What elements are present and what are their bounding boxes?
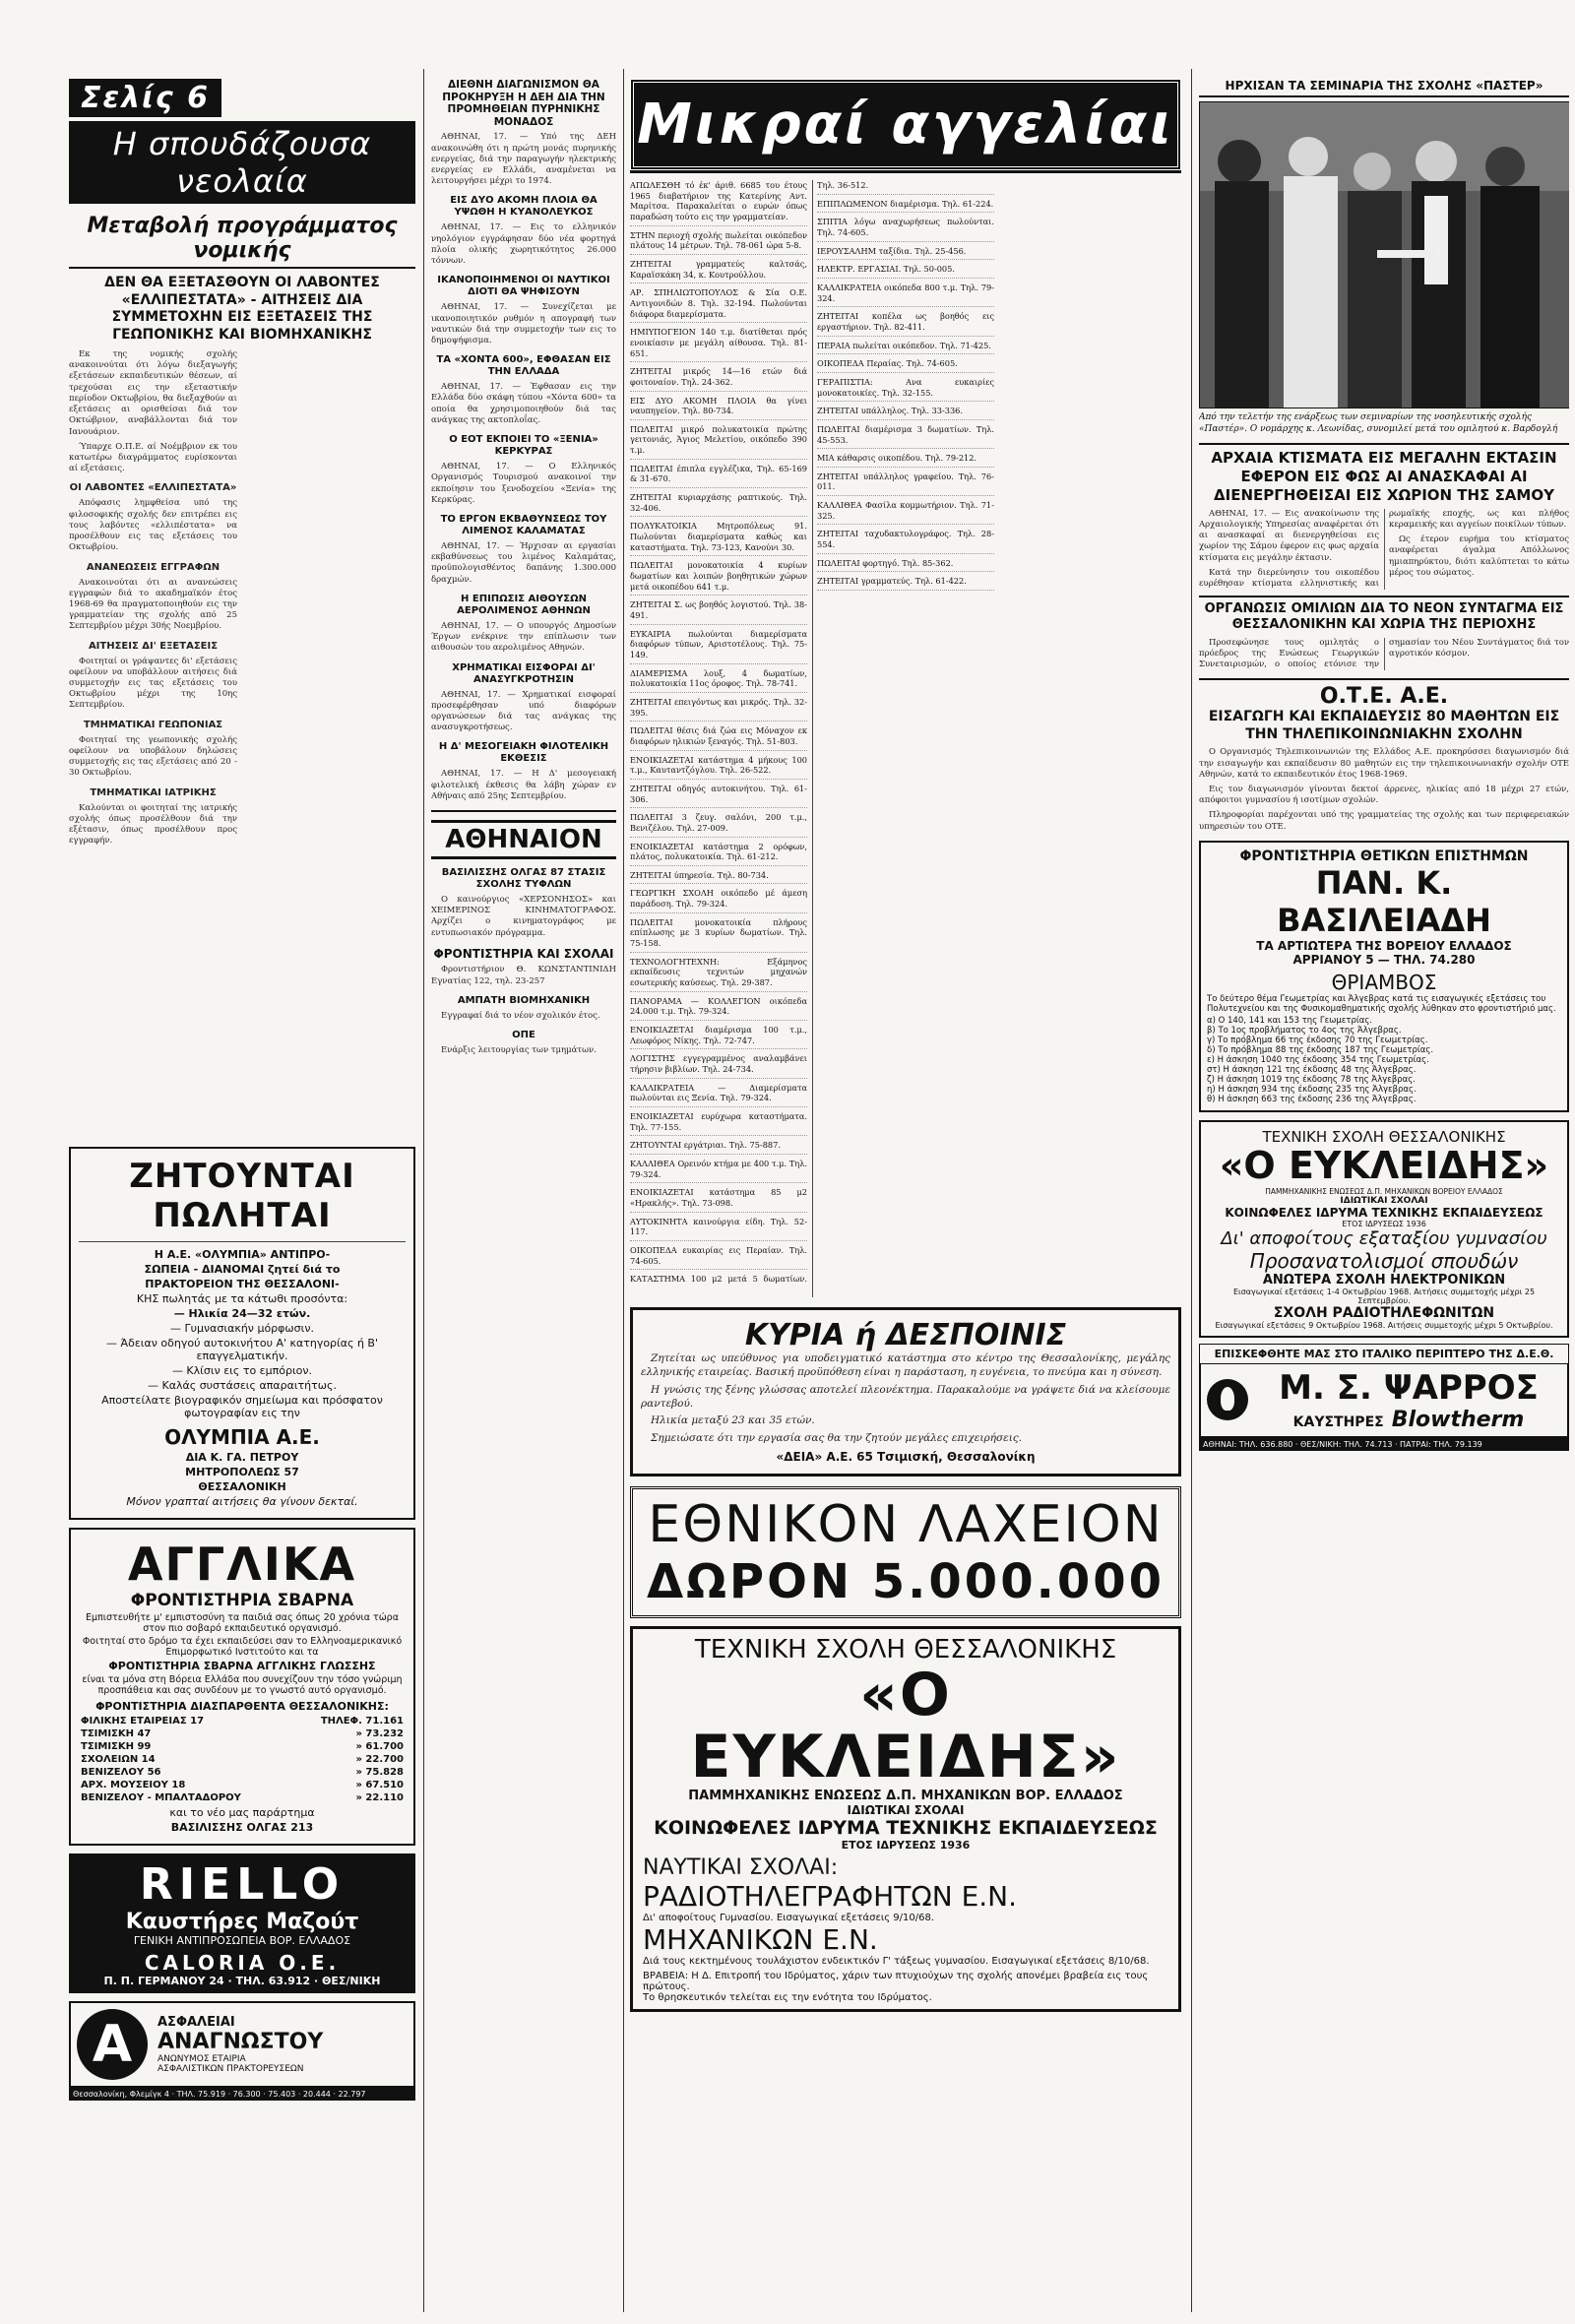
ad-section: ΡΑΔΙΟΤΗΛΕΓΡΑΦΗΤΩΝ Ε.Ν. — [643, 1880, 1018, 1914]
ad-line: Δι' αποφοίτους εξαταξίου γυμνασίου — [1221, 1227, 1547, 1249]
ad-line: ΓΕΝΙΚΗ ΑΝΤΙΠΡΟΣΩΠΕΙΑ ΒΟΡ. ΕΛΛΑΔΟΣ — [133, 1934, 351, 1947]
paragraph: Φοιτηταί της γεωπονικής σχολής οφείλουν να υποβάλουν δηλώσεις συμμετοχής εις τας εξετάσεις από 20 - 30 Οκτωβρίου. — [69, 734, 237, 779]
branch-name: ΒΕΝΙΖΕΛΟΥ - ΜΠΑΛΤΑΔΟΡΟΥ — [81, 1792, 241, 1803]
ad-line: Εμπιστευθήτε μ' εμπιστοσύνη τα παιδιά σας όπως 20 χρόνια τώρα στον πιο σοβαρό εκπαιδευτικό οργανισμό. — [86, 1612, 399, 1634]
classified-ad: ΑΡ. ΣΠΗΛΙΩΤΟΠΟΥΛΟΣ & Σία Ο.Ε. Αντιγονιδών 8. Τηλ. 32-194. Πωλούνται διάφορα διαμερίσματα. — [630, 287, 807, 323]
classified-ad: ΗΜΙΥΠΟΓΕΙΟΝ 140 τ.μ. διατίθεται πρός ενοικίασιν με μεγάλη αίθουσα. Τηλ. 81-651. — [630, 327, 807, 362]
classified-ad: ΣΤΗΝ περιοχή σχολής πωλείται οικόπεδον πλάτους 14 μέτρων. Τηλ. 78-061 ώρα 5-8. — [630, 230, 807, 255]
paragraph: ΑΘΗΝΑΙ, 17. — Έφθασαν εις την Ελλάδα δύο σκάφη τύπου «Χόντα 600» τα οποία θα χρησιμοποιηθούν διά τας ανάγκας της ακτοπλοΐας. — [431, 382, 616, 425]
subheading: ΤΜΗΜΑΤΙΚΑΙ ΓΕΩΠΟΝΙΑΣ — [83, 719, 223, 730]
ad-line: ΕΤΟΣ ΙΔΡΥΣΕΩΣ 1936 — [841, 1839, 971, 1853]
ad-line: ΘΕΣΣΑΛΟΝΙΚΗ — [198, 1480, 286, 1493]
ad-insurance — [69, 2001, 415, 2088]
ad-product-brand: Blowtherm — [1391, 1407, 1525, 1432]
paragraph: ΑΘΗΝΑΙ, 17. — Εις ανακοίνωσιν της Αρχαιολογικής Υπηρεσίας αναφέρεται ότι αι ανασκαφαί αι διενεργηθείσαι εις χωρίον της Σάμου έφερον εις φως αρχαία κτίσματα εις μεγάλην έκτασιν. — [1199, 508, 1379, 563]
subheading: ΟΙ ΛΑΒΟΝΤΕΣ «ΕΛΛΙΠΕΣΤΑΤΑ» — [69, 482, 237, 494]
column-rule — [1191, 69, 1192, 2312]
result-item: δ) Το πρόβλημα 88 της έκδοσης 187 της Γεωμετρίας. — [1207, 1044, 1434, 1055]
paragraph: Ο Οργανισμός Τηλεπικοινωνιών της Ελλάδος Α.Ε. προκηρύσσει διαγωνισμόν διά την εισαγωγήν και εκπαίδευσιν 80 μαθητών εις την τηλεπικοινωνιακήν σχολήν ΟΤΕ Αθηνών, κατά το εκπαιδευτικόν έτος 1968-1969. — [1199, 747, 1569, 780]
ad-line: Προσανατολισμοί σπουδών — [1249, 1248, 1519, 1273]
ad-national-lottery — [630, 1486, 1181, 1618]
ad-brand: Μ. Σ. ΨΑΡΡΟΣ — [1279, 1367, 1539, 1408]
ad-line: Εισαγωγικαί εξετάσεις 9 Οκτωβρίου 1968. Αιτήσεις συμμετοχής μέχρι 5 Οκτωβρίου. — [1215, 1320, 1553, 1330]
brief-headline: ΦΡΟΝΤΙΣΤΗΡΙΑ ΚΑΙ ΣΧΟΛΑΙ — [433, 946, 614, 961]
ad-brand: ΠΑΝ. Κ. ΒΑΣΙΛΕΙΑΔΗ — [1277, 863, 1491, 939]
paragraph: Φροντιστήριον Θ. ΚΩΝΣΤΑΝΤΙΝΙΔΗ Εγνατίας 122, τηλ. 23-257 — [431, 965, 616, 986]
classified-ad: ΚΑΛΛΙΚΡΑΤΕΙΑ — Διαμερίσματα πωλούνται εις Ξενία. Τηλ. 79-324. — [630, 1083, 807, 1107]
insurance-logo-icon: Α — [77, 2009, 148, 2080]
subheading: ΑΝΑΝΕΩΣΕΙΣ ΕΓΓΡΑΦΩΝ — [86, 561, 220, 573]
classified-ad: ΟΙΚΟΠΕΔΑ Περαίας. Τηλ. 74-605. — [817, 358, 994, 373]
ad-lady-wanted — [630, 1307, 1181, 1476]
classified-ad: ΚΑΛΛΙΘΕΑ Ορεινόν κτήμα με 400 τ.μ. Τηλ. 79-324. — [630, 1159, 807, 1183]
lottery-prize: ΔΩΡΟΝ 5.000.000 — [646, 1554, 1166, 1610]
classified-ad: ΖΗΤΕΙΤΑΙ ταχυδακτυλογράφος. Τηλ. 28-554. — [817, 529, 994, 553]
article-body — [69, 349, 415, 1137]
branch-phone: » 22.700 — [355, 1754, 404, 1765]
ad-brand: ΑΝΑΓΝΩΣΤΟΥ — [158, 2030, 324, 2054]
classified-ad: ΚΑΤΑΣΤΗΜΑ 100 μ2 μετά 5 δωματίων. Τηλ. 36-512. — [630, 180, 994, 1297]
classified-ad: ΖΗΤΕΙΤΑΙ ύπηρεσία. Τηλ. 80-734. — [630, 870, 807, 885]
classified-ad: ΙΕΡΟΥΣΑΛΗΜ ταξίδια. Τηλ. 25-456. — [817, 246, 994, 261]
ad-line: — Γυμνασιακήν μόρφωσιν. — [170, 1322, 314, 1335]
ad-technical-school — [630, 1626, 1181, 2012]
ad-riello — [69, 1853, 415, 1993]
brief-headline: ΙΚΑΝΟΠΟΙΗΜΕΝΟΙ ΟΙ ΝΑΥΤΙΚΟΙ ΔΙΟΤΙ ΘΑ ΨΗΦΙΣΟΥΝ — [437, 275, 610, 298]
cinema-subtitle: ΒΑΣΙΛΙΣΣΗΣ ΟΛΓΑΣ 87 ΣΤΑΣΙΣ ΣΧΟΛΗΣ ΤΥΦΛΩΝ — [441, 867, 606, 891]
column-news-briefs — [431, 79, 616, 2312]
classified-ad: ΔΙΑΜΕΡΙΣΜΑ λουξ, 4 δωματίων, πολυκατοικία 11ος όροφος. Τηλ. 78-741. — [630, 668, 807, 693]
classified-ad: ΖΗΤΕΙΤΑΙ κυριαρχάσης ραπτικούς. Τηλ. 32-406. — [630, 492, 807, 517]
classified-ad: ΕΝΟΙΚΙΑΖΕΤΑΙ κατάστημα 2 ορόφων, πλάτος, πολυκατοικία. Τηλ. 61-212. — [630, 842, 807, 866]
brief-headline: ΟΠΕ — [512, 1029, 536, 1040]
column-rule — [623, 69, 624, 2312]
classified-ad: ΠΕΡΑΙΑ πωλείται οικόπεδον. Τηλ. 71-425. — [817, 341, 994, 355]
ad-line: Φοιτηταί στο δρόμο τα έχει εκπαιδεύσει σαν το Ελληνοαμερικανικό Επιμορφωτικό Ινστιτούτο και τα — [82, 1636, 403, 1658]
branch-phone: » 61.700 — [355, 1741, 404, 1752]
column-right — [1199, 79, 1569, 2312]
classified-ad: ΑΥΤΟΚΙΝΗΤΑ καινούργια είδη. Τηλ. 52-117. — [630, 1217, 807, 1241]
classified-ads-list — [630, 180, 1181, 1297]
ad-line: και το νέο μας παράρτημα — [169, 1806, 315, 1819]
subheadline: ΕΙΣΑΓΩΓΗ ΚΑΙ ΕΚΠΑΙΔΕΥΣΙΣ 80 ΜΑΘΗΤΩΝ ΕΙΣ ΤΗΝ ΤΗΛΕΠΙΚΟΙΝΩΝΙΑΚΗΝ ΣΧΟΛΗΝ — [1208, 709, 1560, 742]
classified-ad: ΛΟΓΙΣΤΗΣ εγγεγραμμένος αναλαμβάνει τήρησιν βιβλίων. Τηλ. 24-734. — [630, 1053, 807, 1078]
classified-ad: ΠΑΝΟΡΑΜΑ — ΚΟΛΛΕΓΙΟΝ οικόπεδα 24.000 τ.μ. Τηλ. 79-324. — [630, 996, 807, 1021]
branch-row — [79, 1715, 406, 1727]
branch-name: ΒΕΝΙΖΕΛΟΥ 56 — [81, 1767, 161, 1778]
page-label: Σελίς 6 — [69, 79, 221, 117]
ad-footer: «ΔΕΙΑ» Α.Ε. 65 Τσιμισκή, Θεσσαλονίκη — [776, 1450, 1036, 1465]
ad-line: — Καλάς συστάσεις απαραιτήτως. — [148, 1379, 337, 1392]
ad-line: — Κλίσιν εις το εμπόριον. — [171, 1364, 313, 1377]
ad-line: ΔΙΑ Κ. ΓΑ. ΠΕΤΡΟΥ — [185, 1451, 299, 1464]
classified-ad: ΠΩΛΕΙΤΑΙ μονοκατοικία 4 κυρίων δωματίων και λοιπών βοηθητικών χώρων μετά οικοπέδου 641 τ.μ. — [630, 560, 807, 596]
classified-ad: ΓΕΩΡΓΙΚΗ ΣΧΟΛΗ οικόπεδο μέ άμεση παράδοση. Τηλ. 79-324. — [630, 888, 807, 912]
flame-icon — [1207, 1379, 1248, 1420]
ad-line: ΚΟΙΝΩΦΕΛΕΣ ΙΔΡΥΜΑ ΤΕΧΝΙΚΗΣ ΕΚΠΑΙΔΕΥΣΕΩΣ — [1225, 1205, 1544, 1220]
classified-ad: ΕΥΚΑΙΡΙΑ πωλούνται διαμερίσματα διαφόρων τύπων, Αριστοτέλους. Τηλ. 75-149. — [630, 629, 807, 664]
subheading: ΤΜΗΜΑΤΙΚΑΙ ΙΑΤΡΙΚΗΣ — [90, 786, 217, 798]
branch-row — [79, 1791, 406, 1804]
headline: ΑΡΧΑΙΑ ΚΤΙΣΜΑΤΑ ΕΙΣ ΜΕΓΑΛΗΝ ΕΚΤΑΣΙΝ ΕΦΕΡΟΝ ΕΙΣ ΦΩΣ ΑΙ ΑΝΑΣΚΑΦΑΙ ΑΙ ΔΙΕΝΕΡΓΗΘΕΙΣΑΙ ΕΙΣ ΧΩΡΙΟΝ ΤΗΣ ΣΑΜΟΥ — [1199, 443, 1569, 504]
paragraph: Ανακοινούται ότι αι ανανεώσεις εγγραφών διά το ακαδημαϊκόν έτος 1968-69 θα πραγματοποιηθούν εις την γραμματείαν της σχολής από 25 Σεπτεμβρίου μέχρι 30ής Νοεμβρίου. — [69, 577, 237, 632]
paragraph: Σημειώσατε ότι την εργασία σας θα την ζητούν μεγάλες επιχειρήσεις. — [651, 1432, 1023, 1445]
classified-ad: ΕΝΟΙΚΙΑΖΕΤΑΙ ευρύχωρα καταστήματα. Τηλ. 77-155. — [630, 1111, 807, 1136]
classified-ad: ΕΠΙΠΛΩΜΕΝΟΝ διαμέρισμα. Τηλ. 61-224. — [817, 199, 994, 214]
paragraph: Απόφασις λημφθείσα υπό της φιλοσοφικής σχολής δεν επιτρέπει εις τους λαβόντες «ελλιπέστατα» να προσέλθουν εις τας εξετάσεις του Οκτωβρίου. — [69, 498, 237, 553]
photo-headline: ΗΡΧΙΣΑΝ ΤΑ ΣΕΜΙΝΑΡΙΑ ΤΗΣ ΣΧΟΛΗΣ «ΠΑΣΤΕΡ» — [1199, 79, 1569, 97]
lottery-title: ΕΘΝΙΚΟΝ ΛΑΧΕΙΟΝ — [648, 1495, 1164, 1555]
ad-title: ΚΥΡΙΑ ή ΔΕΣΠΟΙΝΙΣ — [744, 1318, 1067, 1352]
ad-section: ΝΑΥΤΙΚΑΙ ΣΧΟΛΑΙ: — [643, 1855, 839, 1881]
ad-line: ΣΧΟΛΗ ΡΑΔΙΟΤΗΛΕΦΩΝΙΤΩΝ — [1273, 1304, 1495, 1321]
classified-ad: ΠΩΛΕΙΤΑΙ μικρό πολυκατοικία πρώτης γειτονιάς, Άγιος Μελετίου, οικόπεδο 390 τ.μ. — [630, 424, 807, 460]
branch-name: ΑΡΧ. ΜΟΥΣΕΙΟΥ 18 — [81, 1780, 186, 1790]
classified-ad: ΠΩΛΕΙΤΑΙ θέσις διά ζώα εις Μόναχον εκ διαφόρων ηλικιών ξεναγός. Τηλ. 51-803. — [630, 725, 807, 750]
branch-phone: » 73.232 — [355, 1728, 404, 1739]
paragraph: Ως έτερον ευρήμα του κτίσματος αναφέρεται άγαλμα Απόλλωνος ημιαπηρύκτου, διότι καλύπτεται το κάτω μέρος του σώματος. — [1389, 534, 1569, 578]
headline: Μεταβολή προγράμματος νομικής — [69, 214, 415, 269]
paragraph: ΑΘΗΝΑΙ, 17. — Υπό της ΔΕΗ ανακοινώθη ότι η πρώτη μονάς πυρηνικής ενεργείας, διά την παραγωγήν ηλεκτρικής ενεργείας εν Ελλάδι, αναμένεται να λειτουργήσει μέχρι το 1974. — [431, 132, 616, 187]
ad-line: ΑΡΡΙΑΝΟΥ 5 — ΤΗΛ. 74.280 — [1292, 952, 1476, 967]
ad-footer: ΑΘΗΝΑΙ: ΤΗΛ. 636.880 · ΘΕΣ/ΝΙΚΗ: ΤΗΛ. 74.713 · ΠΑΤΡΑΙ: ΤΗΛ. 79.139 — [1199, 1438, 1569, 1451]
branch-phone: » 67.510 — [355, 1780, 404, 1790]
classified-ad: ΠΩΛΕΙΤΑΙ φορτηγό. Τηλ. 85-362. — [817, 558, 994, 573]
school-pre: ΤΕΧΝΙΚΗ ΣΧΟΛΗ ΘΕΣΣΑΛΟΝΙΚΗΣ — [694, 1635, 1117, 1665]
classified-ad: ΠΩΛΕΙΤΑΙ μονοκατοικία πλήρους επίπλωσης με 3 κυρίων δωματίων. Τηλ. 75-158. — [630, 917, 807, 953]
branch-phone: » 22.110 — [355, 1792, 404, 1803]
classified-ad: ΖΗΤΟΥΝΤΑΙ εργάτριαι. Τηλ. 75-887. — [630, 1140, 807, 1155]
paragraph: ΑΘΗΝΑΙ, 17. — Ο υπουργός Δημοσίων Έργων ενέκρινε την επίπλωσιν των αιθουσών του αερολιμένος Αθηνών. — [431, 620, 616, 654]
classified-ad: ΟΙΚΟΠΕΔΑ ευκαιρίας εις Περαίαν. Τηλ. 74-605. — [630, 1245, 807, 1270]
ad-line: ΒΡΑΒΕΙΑ: Η Δ. Επιτροπή του Ιδρύματος, χάριν των πτυχιούχων της σχολής απονέμει βραβεία εις τους πρώτους. — [643, 1971, 1149, 1993]
result-item: ζ) Η άσκηση 1019 της έκδοσης 78 της Άλγεβρας. — [1207, 1074, 1416, 1085]
paragraph: Προσεφώνησε τους ομιλητάς ο πρόεδρος της Ενώσεως Γεωργικών Συνεταιρισμών, ο οποίος ετόνισε την σημασίαν του Νέου Συντάγματος διά τον αγροτικόν κόσμον. — [1199, 637, 1569, 670]
ad-line: ΦΡΟΝΤΙΣΤΗΡΙΑ ΔΙΑΣΠΑΡΘΕΝΤΑ ΘΕΣΣΑΛΟΝΙΚΗΣ: — [95, 1700, 389, 1713]
paragraph: ΑΘΗΝΑΙ, 17. — Ήρχισαν αι εργασίαι εκβαθύνσεως του λιμένος Καλαμάτας, προϋπολογισθέντος δαπάνης 1.300.000 δραχμών. — [431, 540, 616, 585]
paragraph: Εις τον διαγωνισμόν γίνονται δεκτοί άρρενες, ηλικίας από 18 μέχρι 27 ετών, απόφοιτοι γυμνασίου ή ισοτίμων σχολών. — [1199, 784, 1569, 806]
school-name: «Ο ΕΥΚΛΕΙΔΗΣ» — [1219, 1143, 1549, 1187]
classified-ad: ΕΝΟΙΚΙΑΖΕΤΑΙ κατάστημα 85 μ2 «Ηρακλής». Τηλ. 73-098. — [630, 1187, 807, 1212]
branch-name: ΤΣΙΜΙΣΚΗ 99 — [81, 1741, 152, 1752]
paragraph: Ο καινούργιος «ΧΕΡΣΟΝΗΣΟΣ» και ΧΕΙΜΕΡΙΝΟΣ ΚΙΝΗΜΑΤΟΓΡΑΦΟΣ. Αρχίζει ο κινηματογράφος με εντυπωσιακόν πρόγραμμα. — [431, 895, 616, 938]
classified-ad: ΠΩΛΕΙΤΑΙ 3 ζευγ. σαλόνι, 200 τ.μ., Βενιζέλου. Τηλ. 27-009. — [630, 812, 807, 837]
classified-ad: ΠΩΛΕΙΤΑΙ διαμέρισμα 3 δωματίων. Τηλ. 45-553. — [817, 424, 994, 449]
ad-line: — Άδειαν οδηγού αυτοκινήτου Α' κατηγορίας ή Β' επαγγελματικήν. — [106, 1337, 378, 1362]
ad-line: Το θρησκευτικόν τελείται εις την ενότητα του Ιδρύματος. — [643, 1992, 932, 2004]
ad-line: ΦΡΟΝΤΙΣΤΗΡΙΑ ΣΒΑΡΝΑ ΑΓΓΛΙΚΗΣ ΓΛΩΣΣΗΣ — [108, 1660, 376, 1672]
paragraph: Πληροφορίαι παρέχονται υπό της γραμματείας της σχολής και των περιφερειακών υπηρεσιών του ΟΤΕ. — [1199, 810, 1569, 832]
paragraph: Ύπαρχε Ο.Π.Ε. αί Νοέμβριον εκ του κατωτέρω διαγράμματος ευρίσκονται αί εξετάσεις. — [69, 441, 237, 474]
paragraph: ΑΘΗΝΑΙ, 17. — Συνεχίζεται με ικανοποιητικόν ρυθμόν η απογραφή των ναυτικών διά την συμμετοχήν των εις το δημοψήφισμα. — [431, 302, 616, 345]
ad-line: ΑΝΩΝΥΜΟΣ ΕΤΑΙΡΙΑ — [158, 2054, 246, 2064]
branch-name: ΤΣΙΜΙΣΚΗ 47 — [81, 1728, 152, 1739]
brief-headline: Η Δ' ΜΕΣΟΓΕΙΑΚΗ ΦΙΛΟΤΕΛΙΚΗ ΕΚΘΕΣΙΣ — [438, 741, 609, 765]
branch-name: ΣΧΟΛΕΙΩΝ 14 — [81, 1754, 156, 1765]
paragraph: Ηλικία μεταξύ 23 και 35 ετών. — [651, 1414, 815, 1427]
ad-line: ΒΑΣΙΛΙΣΣΗΣ ΟΛΓΑΣ 213 — [170, 1821, 314, 1834]
paragraph: Εγγραφαί διά το νέον σχολικόν έτος. — [441, 1010, 600, 1021]
paragraph: ΑΘΗΝΑΙ, 17. — Η Δ' μεσογειακή φιλοτελική έκθεσις θα λάβη χώραν εν Αθήναις από 25ης Σεπτεμβρίου. — [431, 769, 616, 801]
ad-line: — Ηλικία 24—32 ετών. — [173, 1307, 311, 1320]
classified-ad: ΖΗΤΕΙΤΑΙ γραμματεύς. Τηλ. 61-422. — [817, 576, 994, 591]
subheading: ΑΙΤΗΣΕΙΣ ΔΙ' ΕΞΕΤΑΣΕΙΣ — [88, 640, 219, 652]
news-photo — [1199, 101, 1569, 408]
ad-line: είναι τα μόνα στη Βόρεια Ελλάδα που συνεχίζουν την τόσο γνώριμη προσπάθεια και σας συνδέουν με το γνωστό αυτό οργανισμό. — [82, 1674, 403, 1696]
ad-line: Αποστείλατε βιογραφικόν σημείωμα και πρόσφατον φωτογραφίαν εις την — [101, 1394, 383, 1419]
ad-title: ΑΓΓΛΙΚΑ — [127, 1538, 357, 1591]
ad-line: ΙΔΙΩΤΙΚΑΙ ΣΧΟΛΑΙ — [847, 1803, 965, 1818]
branch-phone: » 75.828 — [355, 1767, 404, 1778]
ad-line: ΠΑΜΜΗΧΑΝΙΚΗΣ ΕΝΩΣΕΩΣ Δ.Π. ΜΗΧΑΝΙΚΩΝ ΒΟΡ. ΕΛΛΑΔΟΣ — [688, 1789, 1123, 1804]
classified-ad: ΣΠΙΤΙΑ λόγω αναχωρήσεως πωλούνται. Τηλ. 74-605. — [817, 217, 994, 241]
paragraph: Ζητείται ως υπεύθυνος για υποδειγματικό κατάστημα στο κέντρο της Θεσσαλονίκης, μεγάλης ελληνικής εταιρείας. Βασική προϋπόθεση είναι η παράσταση, η ευγένεια, το πνεύμα και η σύνεση. — [641, 1352, 1170, 1378]
ad-line: ΚΗΣ πωλητάς με τα κάτωθι προσόντα: — [136, 1292, 348, 1305]
ad-product: Καυστήρες Μαζούτ — [125, 1910, 359, 1934]
classified-ad: ΖΗΤΕΙΤΑΙ μικρός 14—16 ετών διά φοιτοναίον. Τηλ. 24-362. — [630, 366, 807, 391]
classified-ad: ΗΛΕΚΤΡ. ΕΡΓΑΣΙΑΙ. Τηλ. 50-005. — [817, 264, 994, 279]
ad-technical-school-right — [1199, 1120, 1569, 1338]
ad-line: Εισαγωγικαί εξετάσεις 1-4 Οκτωβρίου 1968. Αιτήσεις συμμετοχής μέχρι 25 Σεπτεμβρίου. — [1232, 1287, 1536, 1305]
school-pre: ΤΕΧΝΙΚΗ ΣΧΟΛΗ ΘΕΣΣΑΛΟΝΙΚΗΣ — [1262, 1127, 1506, 1146]
result-item: ε) Η άσκηση 1040 της έκδοσης 354 της Γεωμετρίας. — [1207, 1054, 1429, 1065]
brief-headline: ΑΜΠΑΤΗ ΒΙΟΜΗΧΑΝΙΚΗ — [457, 994, 591, 1006]
ad-line: ΑΣΦΑΛΙΣΤΙΚΩΝ ΠΡΑΚΤΟΡΕΥΣΕΩΝ — [158, 2064, 304, 2074]
ad-subtitle: ΦΡΟΝΤΙΣΤΗΡΙΑ ΣΒΑΡΝΑ — [130, 1591, 354, 1610]
classified-ad: ΖΗΤΕΙΤΑΙ γραμματεύς καλτσάς, Καραϊσκάκη 34, κ. Κουτρούλλου. — [630, 259, 807, 283]
branch-phone: ΤΗΛΕΦ. 71.161 — [320, 1716, 404, 1727]
cinema-title: ΑΘΗΝΑΙΟΝ — [431, 820, 616, 859]
classified-ad: ΓΕΡΑΠΙΣΤΙΑ: Ανα ευκαιρίες μονοκατοικίες. Τηλ. 32-155. — [817, 377, 994, 402]
result-item: β) Το 1ος προβλήματος το 4ος της Άλγεβρας. — [1207, 1025, 1402, 1036]
branch-row — [79, 1753, 406, 1766]
brief-headline: ΧΡΗΜΑΤΙΚΑΙ ΕΙΣΦΟΡΑΙ ΔΙ' ΑΝΑΣΥΓΚΡΟΤΗΣΙΝ — [452, 661, 596, 685]
classified-ad: ΕΝΟΙΚΙΑΖΕΤΑΙ κατάστημα 4 μήκους 100 τ.μ., Καυταντζόγλου. Τηλ. 26-522. — [630, 755, 807, 780]
paragraph: Η γνώσις της ξένης γλώσσας αποτελεί πλεονέκτημα. Παρακαλούμε να γράψετε διά να κλείσουμε ραντεβού. — [641, 1383, 1170, 1410]
brief-headline: ΔΙΕΘΝΗ ΔΙΑΓΩΝΙΣΜΟΝ ΘΑ ΠΡΟΚΗΡΥΞΗ Η ΔΕΗ ΔΙΑ ΤΗΝ ΠΡΟΜΗΘΕΙΑΝ ΠΥΡΗΝΙΚΗΣ ΜΟΝΑΔΟΣ — [442, 79, 605, 128]
branches-table — [79, 1715, 406, 1804]
ad-product: ΚΑΥΣΤΗΡΕΣ — [1292, 1413, 1384, 1430]
result-item: γ) Το πρόβλημα 66 της έκδοσης 70 της Γεωμετρίας. — [1207, 1035, 1428, 1045]
ad-english-lessons — [69, 1528, 415, 1846]
ad-line: Διά τους κεκτημένους τουλάχιστον ενδεικτικόν Γ' τάξεως γυμνασίου. Εισαγωγικαί εξετάσεις 8/10/68. — [643, 1956, 1150, 1968]
classified-ad: ΠΩΛΕΙΤΑΙ έπιπλα εγγλέζικα, Τηλ. 65-169 & 31-670. — [630, 464, 807, 488]
branch-name: ΦΙΛΙΚΗΣ ΕΤΑΙΡΕΙΑΣ 17 — [81, 1716, 205, 1727]
ad-vasileiadi — [1199, 841, 1569, 1112]
ad-title: ΖΗΤΟΥΝΤΑΙ ΠΩΛΗΤΑΙ — [129, 1157, 355, 1235]
classified-ad: ΠΟΛΥΚΑΤΟΙΚΙΑ Μητροπόλεως 91. Πωλούνται διαμερίσματα καθώς και καταστήματα. Τηλ. 73-123, Κανούνι 30. — [630, 521, 807, 556]
ad-line: ΑΝΩΤΕΡΑ ΣΧΟΛΗ ΗΛΕΚΤΡΟΝΙΚΩΝ — [1262, 1272, 1506, 1288]
ad-line: ΤΑ ΑΡΤΙΩΤΕΡΑ ΤΗΣ ΒΟΡΕΙΟΥ ΕΛΛΑΔΟΣ — [1256, 938, 1512, 953]
ad-line: ΠΑΜΜΗΧΑΝΙΚΗΣ ΕΝΩΣΕΩΣ Δ.Π. ΜΗΧΑΝΙΚΩΝ ΒΟΡΕΙΟΥ ΕΛΛΑΔΟΣ — [1265, 1186, 1503, 1196]
results-list — [1207, 1016, 1561, 1104]
paragraph: Καλούνται οι φοιτηταί της ιατρικής σχολής όπως προσέλθουν διά την εξέτασιν, όπως προσέλθουν προς εγγραφήν. — [69, 802, 237, 847]
result-item: α) Ο 140, 141 και 153 της Γεωμετρίας. — [1207, 1015, 1373, 1026]
classified-ad: ΖΗΤΕΙΤΑΙ οδηγός αυτοκινήτου. Τηλ. 61-306. — [630, 784, 807, 808]
brief-headline: ΤΑ «ΧΟΝΤΑ 600», ΕΦΘΑΣΑΝ ΕΙΣ ΤΗΝ ΕΛΛΑΔΑ — [436, 354, 611, 378]
classifieds-title: Μικραί αγγελίαι — [630, 79, 1181, 170]
section-title: Η σπουδάζουσα νεολαία — [69, 121, 415, 204]
ad-line: Το δεύτερο θέμα Γεωμετρίας και Άλγεβρας κατά τις εισαγωγικές εξετάσεις του Πολυτεχνείου και της Φυσικομαθηματικής σχολής λύθηκαν στο φροντιστήριό μας. — [1207, 993, 1556, 1014]
result-item: στ) Η άσκηση 121 της έκδοσης 48 της Άλγεβρας. — [1207, 1064, 1417, 1075]
paragraph: ΑΘΗΝΑΙ, 17. — Ο Ελληνικός Οργανισμός Τουρισμού ανακοινοί την εκποίησιν του ξενοδοχείου «Ξενία» της Κερκύρας. — [431, 462, 616, 505]
classified-ad: ΖΗΤΕΙΤΑΙ υπάλληλος. Τηλ. 33-336. — [817, 406, 994, 420]
result-item: θ) Η άσκηση 663 της έκδοσης 236 της Άλγεβρας. — [1207, 1094, 1417, 1104]
branch-row — [79, 1727, 406, 1740]
classified-ad: ΜΙΑ κάθαρσις οικοπέδου. Τηλ. 79-212. — [817, 453, 994, 468]
ad-line: ΚΟΙΝΩΦΕΛΕΣ ΙΔΡΥΜΑ ΤΕΧΝΙΚΗΣ ΕΚΠΑΙΔΕΥΣΕΩΣ — [654, 1817, 1158, 1840]
paragraph: Κατά την διερεύνησιν του οικοπέδου ευρέθησαν κτίσματα ελληνιστικής και ρωμαϊκής εποχής, ως και πλήθος κεραμεικής και αγγείων ποικίλων τύπων. — [1199, 508, 1569, 589]
classified-ad: ΕΝΟΙΚΙΑΖΕΤΑΙ διαμέρισμα 100 τ.μ., Λεωφόρος Νίκης. Τηλ. 72-747. — [630, 1025, 807, 1049]
ad-psarros — [1199, 1364, 1569, 1438]
ad-banner: ΕΠΙΣΚΕΦΘΗΤΕ ΜΑΣ ΣΤΟ ΙΤΑΛΙΚΟ ΠΕΡΙΠΤΕΡΟ ΤΗΣ Δ.Ε.Θ. — [1199, 1344, 1569, 1364]
ad-sellers-wanted — [69, 1147, 415, 1520]
classified-ad: ΚΑΛΛΙΚΡΑΤΕΙΑ οικόπεδα 800 τ.μ. Τηλ. 79-324. — [817, 283, 994, 307]
ad-brand: RIELLO — [139, 1859, 346, 1910]
paragraph: ΑΘΗΝΑΙ, 17. — Εις το ελληνικόν νηολόγιον εγγράφησαν δύο νέα φορτηγά πλοία ολικής χωρητικότητος 26.000 τόννων. — [431, 222, 616, 267]
ad-line: ΠΡΑΚΤΟΡΕΙΟΝ ΤΗΣ ΘΕΣΣΑΛΟΝΙ- — [145, 1278, 340, 1290]
classified-ad: ΖΗΤΕΙΤΑΙ υπάλληλος γραφείου. Τηλ. 76-011. — [817, 471, 994, 496]
classified-ad: ΕΙΣ ΔΥΟ ΑΚΟΜΗ ΠΛΟΙΑ θα γίνει ναυπηγείον. Τηλ. 80-734. — [630, 396, 807, 420]
brief-headline: ΕΙΣ ΔΥΟ ΑΚΟΜΗ ΠΛΟΙΑ ΘΑ ΥΨΩΘΗ Η ΚΥΑΝΟΛΕΥΚΟΣ — [450, 195, 598, 219]
photo-caption: Από την τελετήν της ενάρξεως των σεμιναρίων της νοσηλευτικής σχολής «Παστέρ». Ο νομάρχης κ. Λεωνίδας, συνομιλεί μετά του ομιλητού κ. Βαρδογλή — [1199, 412, 1558, 434]
paragraph: ΑΘΗΝΑΙ, 17. — Χρηματικαί εισφοραί προσεφέρθησαν υπό διαφόρων οργανώσεων διά τας ανάγκας της ανασυγκροτήσεως. — [431, 689, 616, 733]
ad-line: ΑΣΦΑΛΕΙΑΙ — [158, 2015, 235, 2030]
ad-footer: Θεσσαλονίκη, Φλεμίγκ 4 · ΤΗΛ. 75.919 · 76.300 · 75.403 · 20.444 · 22.797 — [69, 2088, 415, 2101]
classified-ad: ΖΗΤΕΙΤΑΙ επειγόντως και μικρός. Τηλ. 32-395. — [630, 697, 807, 722]
brief-headline: ΤΟ ΕΡΓΟΝ ΕΚΒΑΘΥΝΣΕΩΣ ΤΟΥ ΛΙΜΕΝΟΣ ΚΑΛΑΜΑΤΑΣ — [440, 513, 607, 536]
paragraph: Εκ της νομικής σχολής ανακοινούται ότι λόγω διεξαγωγής εξετάσεων εκπαιδευτικών θέσεων, αί τρεχούσαι εις την εξεταστικήν περίοδον Οκτωβρίου, θα διεξαχθούν αι εξετάσεις αι ορισθείσαι διά τον Οκτώβριον, αναβάλλονται διά τον Ιανουάριον. — [69, 349, 237, 437]
column-rule — [423, 69, 424, 2312]
headline: Ο.Τ.Ε. Α.Ε. — [1199, 678, 1569, 709]
paragraph: Φοιτηταί οι γράψαντες δι' εξετάσεις οφείλουν να υποβάλλουν αιτήσεις διά συμμετοχήν εις τας εξετάσεις του Οκτωβρίου μέχρι της 10ης Σεπτεμβρίου. — [69, 656, 237, 711]
ad-line: Π. Π. ΓΕΡΜΑΝΟΥ 24 · ΤΗΛ. 63.912 · ΘΕΣ/ΝΙΚΗ — [103, 1975, 381, 1987]
ad-section: ΜΗΧΑΝΙΚΩΝ Ε.Ν. — [643, 1923, 878, 1957]
ad-line: Μόνον γραπταί αιτήσεις θα γίνουν δεκταί. — [126, 1495, 358, 1508]
branch-row — [79, 1740, 406, 1753]
branch-row — [79, 1779, 406, 1791]
classified-ad: ΖΗΤΕΙΤΑΙ κοπέλα ως βοηθός εις εργαστήριον. Τηλ. 82-411. — [817, 311, 994, 336]
ad-company: CALORIA Ο.Ε. — [144, 1951, 341, 1975]
headline: ΟΡΓΑΝΩΣΙΣ ΟΜΙΛΙΩΝ ΔΙΑ ΤΟ ΝΕΟΝ ΣΥΝΤΑΓΜΑ ΕΙΣ ΘΕΣΣΑΛΟΝΙΚΗΝ ΚΑΙ ΧΩΡΙΑ ΤΗΣ ΠΕΡΙΟΧΗΣ — [1199, 596, 1569, 634]
brief-headline: Η ΕΠΙΠΩΣΙΣ ΑΙΘΟΥΣΩΝ ΑΕΡΟΛΙΜΕΝΟΣ ΑΘΗΝΩΝ — [457, 593, 591, 616]
result-item: η) Η άσκηση 934 της έκδοσης 235 της Άλγεβρας. — [1207, 1084, 1417, 1095]
ad-title: ΘΡΙΑΜΒΟΣ — [1331, 970, 1437, 994]
ad-line: ΦΡΟΝΤΙΣΤΗΡΙΑ ΘΕΤΙΚΩΝ ΕΠΙΣΤΗΜΩΝ — [1239, 848, 1529, 864]
school-name: «Ο ΕΥΚΛΕΙΔΗΣ» — [690, 1661, 1121, 1792]
ad-line: Δι' αποφοίτους Γυμνασίου. Εισαγωγικαί εξετάσεις 9/10/68. — [643, 1913, 935, 1924]
ad-line: ΣΩΠΕΙΑ - ΔΙΑΝΟΜΑΙ ζητεί διά το — [144, 1263, 341, 1276]
ad-line: ΜΗΤΡΟΠΟΛΕΩΣ 57 — [185, 1466, 299, 1478]
classified-ad: ΑΠΩΛΕΣΘΗ τό έκ' άριθ. 6685 του έτους 1965 διαβατήριον της Κατερίνης Αντ. Μαρίτσα. Παρακαλείται ο ευρών όπως παραδώση τούτο εις την γραμματείαν. — [630, 180, 807, 226]
classified-ad: ΖΗΤΕΙΤΑΙ Σ. ως βοηθός λογιστού. Τηλ. 38-491. — [630, 599, 807, 624]
classified-ad: ΚΑΛΛΙΘΕΑ Φασίλα κομμωτήριον. Τηλ. 71-325. — [817, 500, 994, 525]
branch-row — [79, 1766, 406, 1779]
column-classifieds — [630, 79, 1181, 2312]
brief-headline: Ο ΕΟΤ ΕΚΠΟΙΕΙ ΤΟ «ΞΕΝΙΑ» ΚΕΡΚΥΡΑΣ — [449, 434, 598, 458]
column-student-news — [69, 79, 415, 2312]
paragraph: Ενάρξις λειτουργίας των τμημάτων. — [441, 1044, 597, 1055]
subheadline: ΔΕΝ ΘΑ ΕΞΕΤΑΣΘΟΥΝ ΟΙ ΛΑΒΟΝΤΕΣ «ΕΛΛΙΠΕΣΤΑΤΑ» - ΑΙΤΗΣΕΙΣ ΔΙΑ ΣΥΜΜΕΤΟΧΗΝ ΕΙΣ ΕΞΕΤΑΣΕΙΣ ΤΗΣ ΓΕΩΠΟΝΙΚΗΣ ΚΑΙ ΒΙΟΜΗΧΑΝΙΚΗΣ — [104, 275, 380, 343]
ad-line: ΕΤΟΣ ΙΔΡΥΣΕΩΣ 1936 — [1342, 1219, 1426, 1228]
classified-ad: ΤΕΧΝΟΛΟΓΗΤΕΧΝΗ: Εξάμηνος εκπαίδευσις τεχνιτών μηχανών εσωτερικής καύσεως. Τηλ. 29-387. — [630, 957, 807, 992]
ad-line: ΙΔΙΩΤΙΚΑΙ ΣΧΟΛΑΙ — [1340, 1195, 1428, 1206]
ad-company: ΟΛΥΜΠΙΑ Α.Ε. — [164, 1425, 320, 1449]
ad-line: Η Α.Ε. «ΟΛΥΜΠΙΑ» ΑΝΤΙΠΡΟ- — [154, 1248, 331, 1261]
